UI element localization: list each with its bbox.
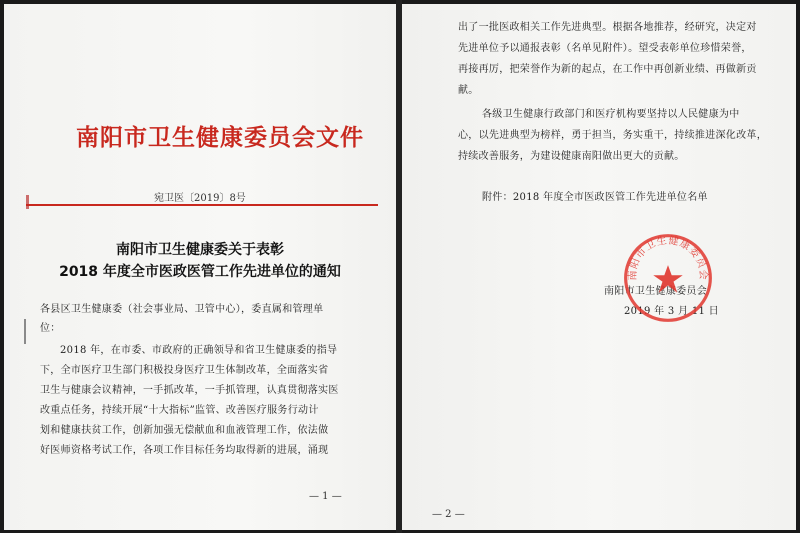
body-line: 2018 年，在市委、市政府的正确领导和省卫生健康委的指导 bbox=[60, 345, 338, 356]
seal-text: 南阳市卫生健康委员会 bbox=[627, 235, 709, 281]
body-line: 心，以先进典型为榜样，勇于担当，务实重干，持续推进深化改革， bbox=[458, 130, 767, 141]
official-seal-icon bbox=[622, 232, 714, 324]
notice-title-line-1: 南阳市卫生健康委关于表彰 bbox=[116, 242, 284, 258]
document-page-1 bbox=[4, 4, 396, 530]
page-number: — 2 — bbox=[432, 509, 465, 520]
body-line: 再接再厉，把荣誉作为新的起点，在工作中再创新业绩、再做新贡 bbox=[458, 64, 757, 75]
attachment-line: 附件：2018 年度全市医政医管工作先进单位名单 bbox=[482, 192, 708, 203]
body-line: 划和健康扶贫工作，创新加强无偿献血和血液管理工作，依法做 bbox=[40, 425, 329, 436]
document-page-2 bbox=[402, 4, 796, 530]
addressee-line-2: 位： bbox=[40, 323, 61, 334]
header-rule-mark bbox=[26, 195, 29, 209]
margin-mark bbox=[24, 319, 26, 344]
body-line: 改重点任务，持续开展“十大指标”监管、改善医疗服务行动计 bbox=[40, 405, 319, 416]
body-line: 好医师资格考试工作，各项工作目标任务均取得新的进展，涌现 bbox=[40, 445, 329, 456]
page-number: — 1 — bbox=[309, 491, 342, 502]
document-header-title: 南阳市卫生健康委员会文件 bbox=[76, 125, 364, 151]
body-line: 持续改善服务，为建设健康南阳做出更大的贡献。 bbox=[458, 151, 685, 162]
body-line: 下，全市医疗卫生部门积极投身医疗卫生体制改革，全面落实省 bbox=[40, 365, 329, 376]
body-line: 先进单位予以通报表彰（名单见附件）。望受表彰单位珍惜荣誉， bbox=[458, 43, 752, 54]
document-number: 宛卫医〔2019〕8号 bbox=[154, 193, 246, 204]
notice-title-line-2: 2018 年度全市医政医管工作先进单位的通知 bbox=[59, 264, 341, 280]
signature-organization: 南阳市卫生健康委员会 bbox=[604, 286, 707, 297]
body-line: 各级卫生健康行政部门和医疗机构要坚持以人民健康为中 bbox=[482, 109, 740, 120]
body-line: 卫生与健康会议精神，一手抓改革，一手抓管理，认真贯彻落实医 bbox=[40, 385, 339, 396]
body-line: 献。 bbox=[458, 85, 479, 96]
addressee-line-1: 各县区卫生健康委（社会事业局、卫管中心），委直属和管理单 bbox=[40, 304, 324, 315]
signature-date: 2019 年 3 月 11 日 bbox=[624, 306, 719, 317]
body-line: 出了一批医政相关工作先进典型。根据各地推荐，经研究，决定对 bbox=[458, 22, 757, 33]
header-red-rule bbox=[26, 204, 378, 206]
